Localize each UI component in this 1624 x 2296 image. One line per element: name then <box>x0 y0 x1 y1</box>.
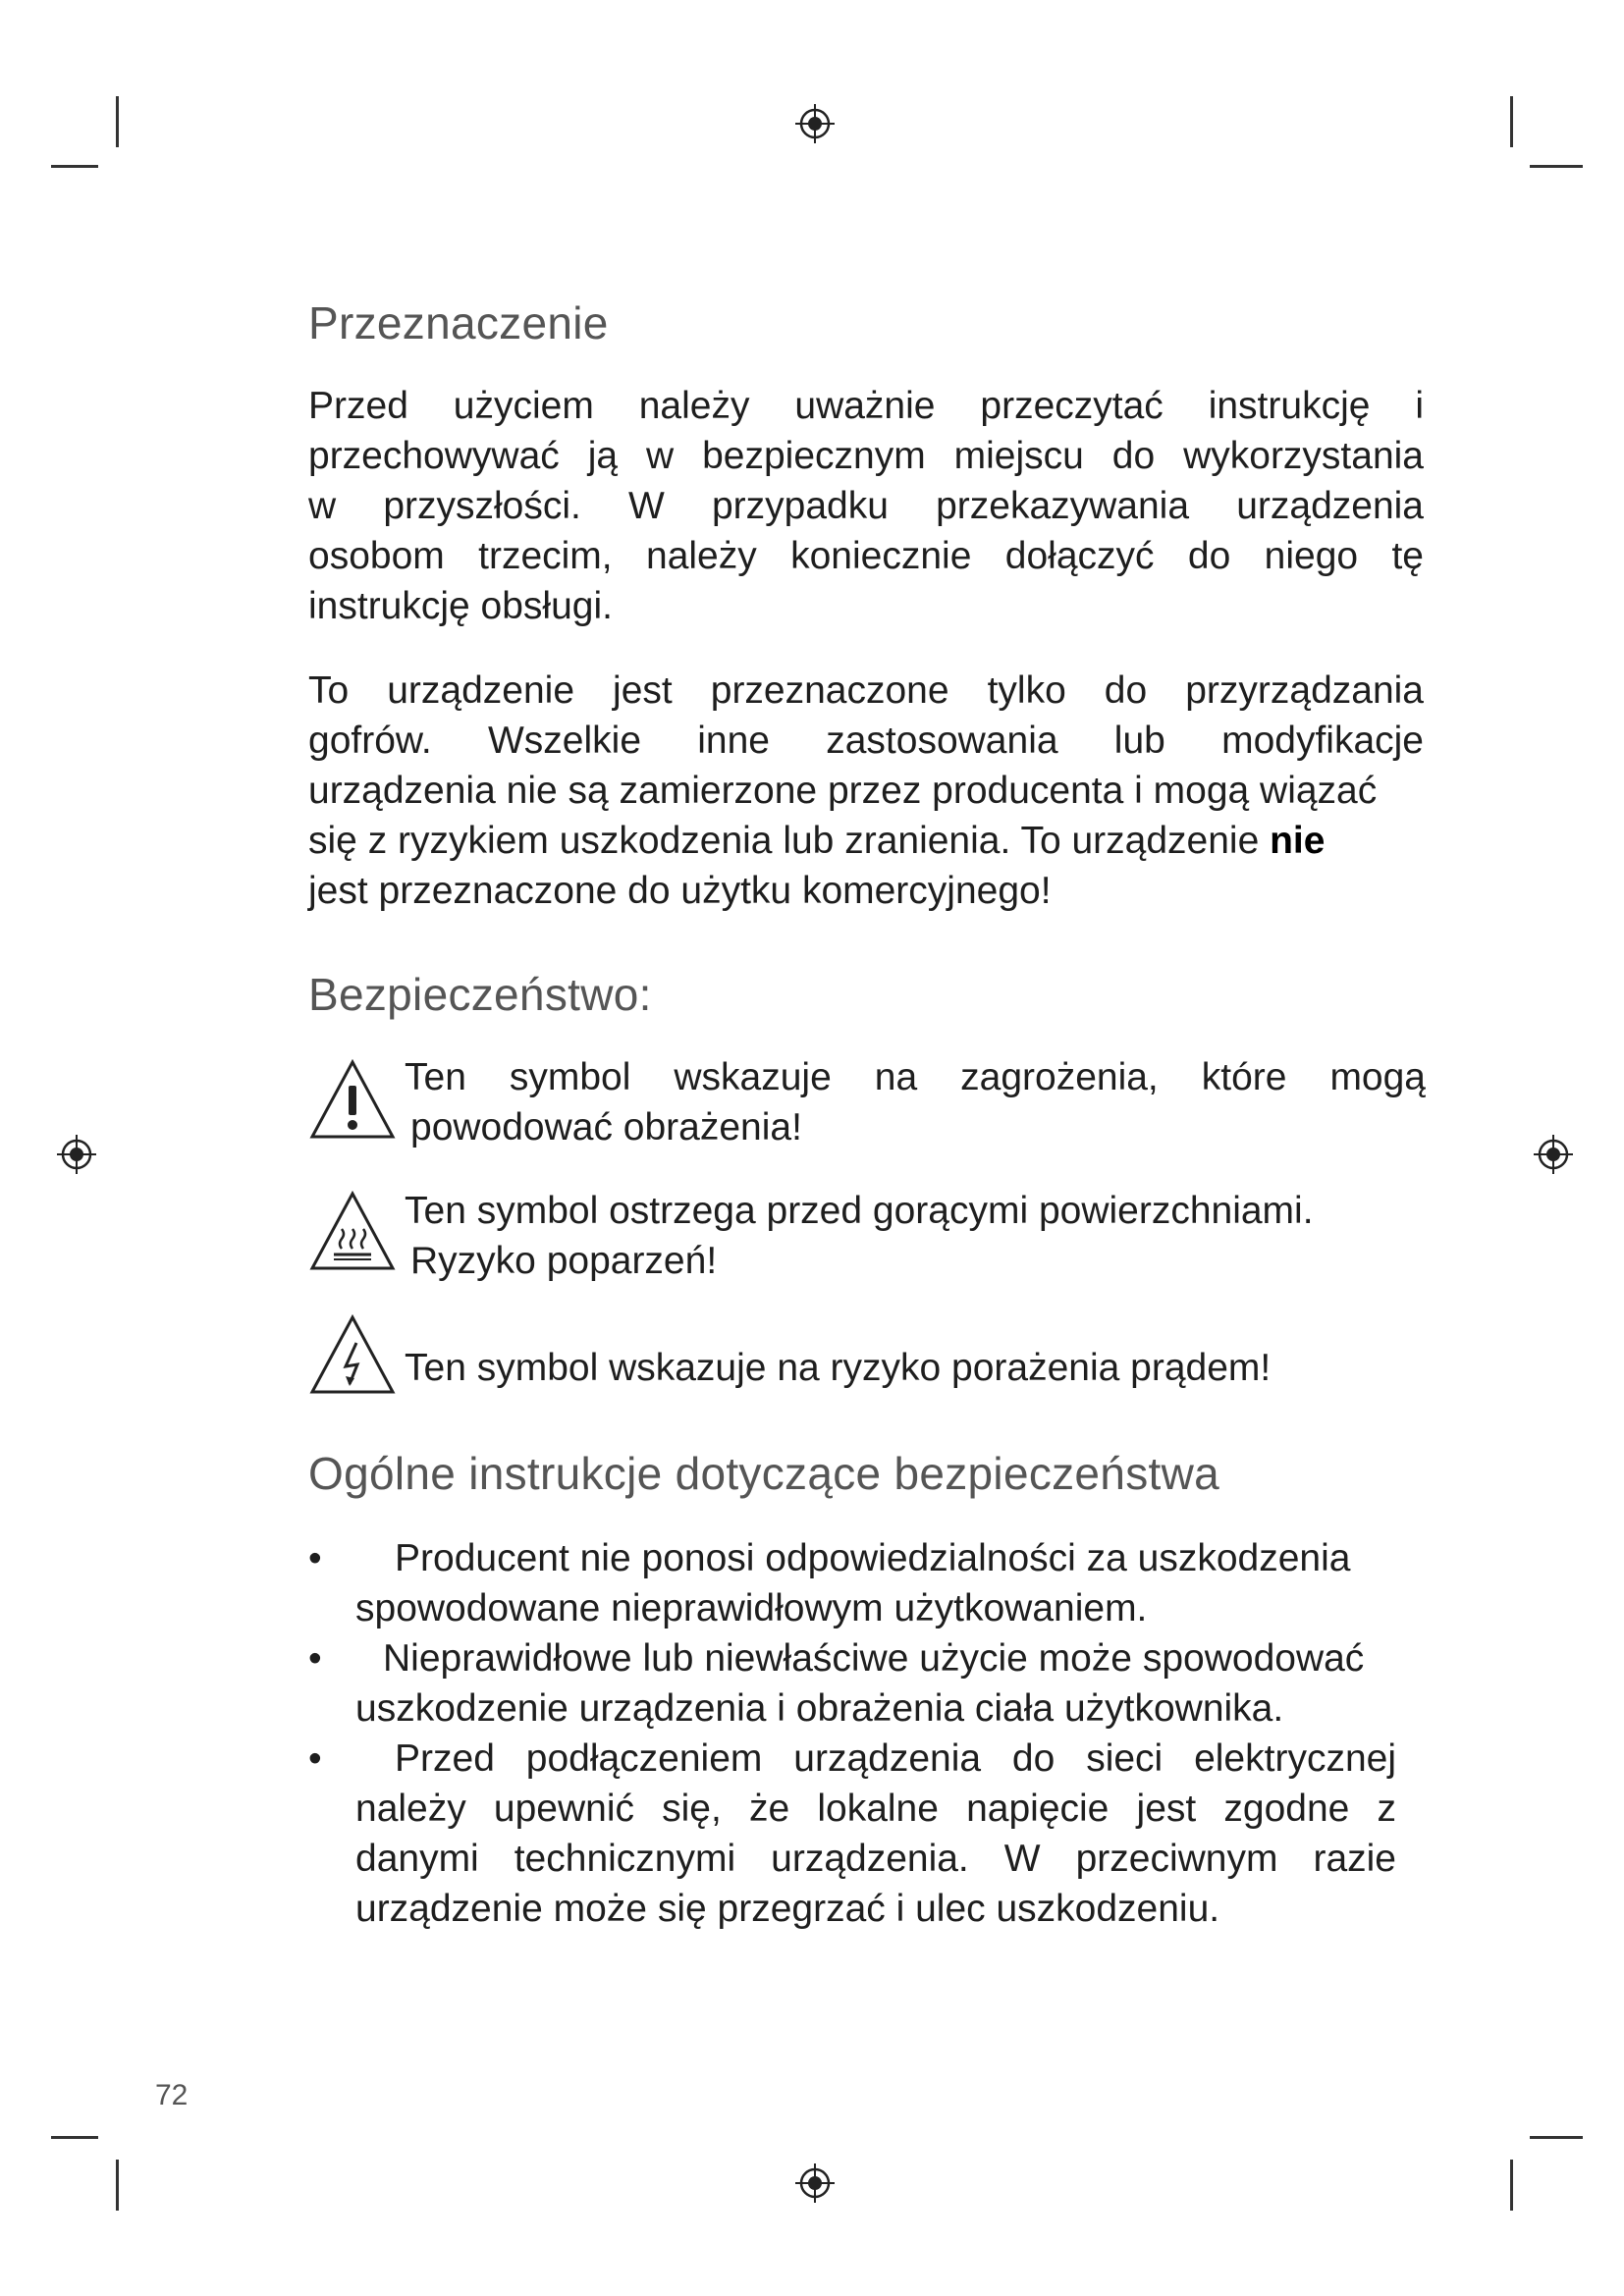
text-line: Producent nie ponosi odpowiedzialności za uszkodzenia <box>395 1537 1351 1579</box>
text-line: urządzenie może się przegrzać i ulec uszkodzeniu. <box>355 1888 1220 1930</box>
text-line: Ryzyko poparzeń! <box>410 1240 718 1282</box>
text-line: To urządzenie jest przeznaczone tylko do przyrządzania <box>308 669 1424 712</box>
text-line: jest przeznaczone do użytku komercyjnego! <box>308 870 1052 912</box>
text-line: uszkodzenie urządzenia i obrażenia ciała użytkownika. <box>355 1687 1284 1730</box>
symbol-row-electric <box>308 1313 1428 1412</box>
crop-mark <box>116 2160 119 2211</box>
text-line: Nieprawidłowe lub niewłaściwe użycie może spowodować <box>383 1637 1365 1680</box>
registration-mark-icon <box>55 1133 98 1176</box>
purpose-paragraph-1 <box>308 381 1424 631</box>
crop-mark <box>116 96 119 147</box>
text-line <box>308 816 1424 866</box>
symbol-text <box>405 1343 1426 1393</box>
list-item <box>308 1533 1428 1633</box>
crop-mark <box>1530 165 1583 168</box>
bullet-dot: • <box>308 1737 322 1780</box>
symbol-text <box>405 1186 1426 1286</box>
electric-shock-icon <box>308 1313 397 1396</box>
crop-mark <box>1510 2160 1513 2211</box>
text-line: gofrów. Wszelkie inne zastosowania lub modyfikacje <box>308 720 1424 762</box>
text-line: Przed użyciem należy uważnie przeczytać instrukcję i <box>308 385 1424 427</box>
text-line: instrukcję obsługi. <box>308 585 613 627</box>
list-item <box>308 1734 1428 1934</box>
emphasis-not: nie <box>1270 820 1326 862</box>
bullet-dot: • <box>308 1637 322 1680</box>
text-line: należy upewnić się, że lokalne napięcie jest zgodne z <box>355 1788 1396 1830</box>
crop-mark <box>1510 96 1513 147</box>
section-heading-safety: Bezpieczeństwo: <box>308 969 652 1020</box>
registration-mark-icon <box>793 102 837 145</box>
text-line: Przed podłączeniem urządzenia do sieci elektrycznej <box>395 1737 1396 1780</box>
crop-mark <box>51 2136 98 2139</box>
text-segment: się z ryzykiem uszkodzenia lub zranienia. To urządzenie <box>308 820 1271 862</box>
list-item <box>308 1633 1428 1734</box>
text-line: powodować obrażenia! <box>410 1106 802 1148</box>
purpose-paragraph-2 <box>308 666 1424 916</box>
symbol-text <box>405 1052 1426 1152</box>
text-line: Ten symbol wskazuje na zagrożenia, które mogą <box>405 1056 1426 1098</box>
hot-surface-icon <box>308 1190 397 1272</box>
section-heading-purpose: Przeznaczenie <box>308 297 609 348</box>
symbol-row-warning <box>308 1052 1428 1160</box>
text-line: w przyszłości. W przypadku przekazywania urządzenia <box>308 485 1424 527</box>
crop-mark <box>1530 2136 1583 2139</box>
text-line: Ten symbol ostrzega przed gorącymi powierzchniami. <box>405 1190 1314 1232</box>
text-line: danymi technicznymi urządzenia. W przeciwnym razie <box>355 1838 1396 1880</box>
registration-mark-icon <box>1532 1133 1575 1176</box>
text-line: osobom trzecim, należy koniecznie dołączyć do niego tę <box>308 535 1424 577</box>
text-line: spowodowane nieprawidłowym użytkowaniem. <box>355 1587 1148 1629</box>
registration-mark-icon <box>793 2162 837 2205</box>
bullet-dot: • <box>308 1537 322 1579</box>
text-line: przechowywać ją w bezpiecznym miejscu do wykorzystania <box>308 435 1424 477</box>
section-heading-general: Ogólne instrukcje dotyczące bezpieczeństwa <box>308 1448 1219 1499</box>
crop-mark <box>51 165 98 168</box>
symbol-row-hot-surface <box>308 1186 1428 1294</box>
bullet-list <box>308 1533 1428 1934</box>
text-line: Ten symbol wskazuje na ryzyko porażenia prądem! <box>405 1347 1272 1389</box>
text-line: urządzenia nie są zamierzone przez producenta i mogą wiązać <box>308 770 1378 812</box>
warning-exclamation-icon <box>308 1058 397 1141</box>
page-number: 72 <box>155 2079 189 2111</box>
